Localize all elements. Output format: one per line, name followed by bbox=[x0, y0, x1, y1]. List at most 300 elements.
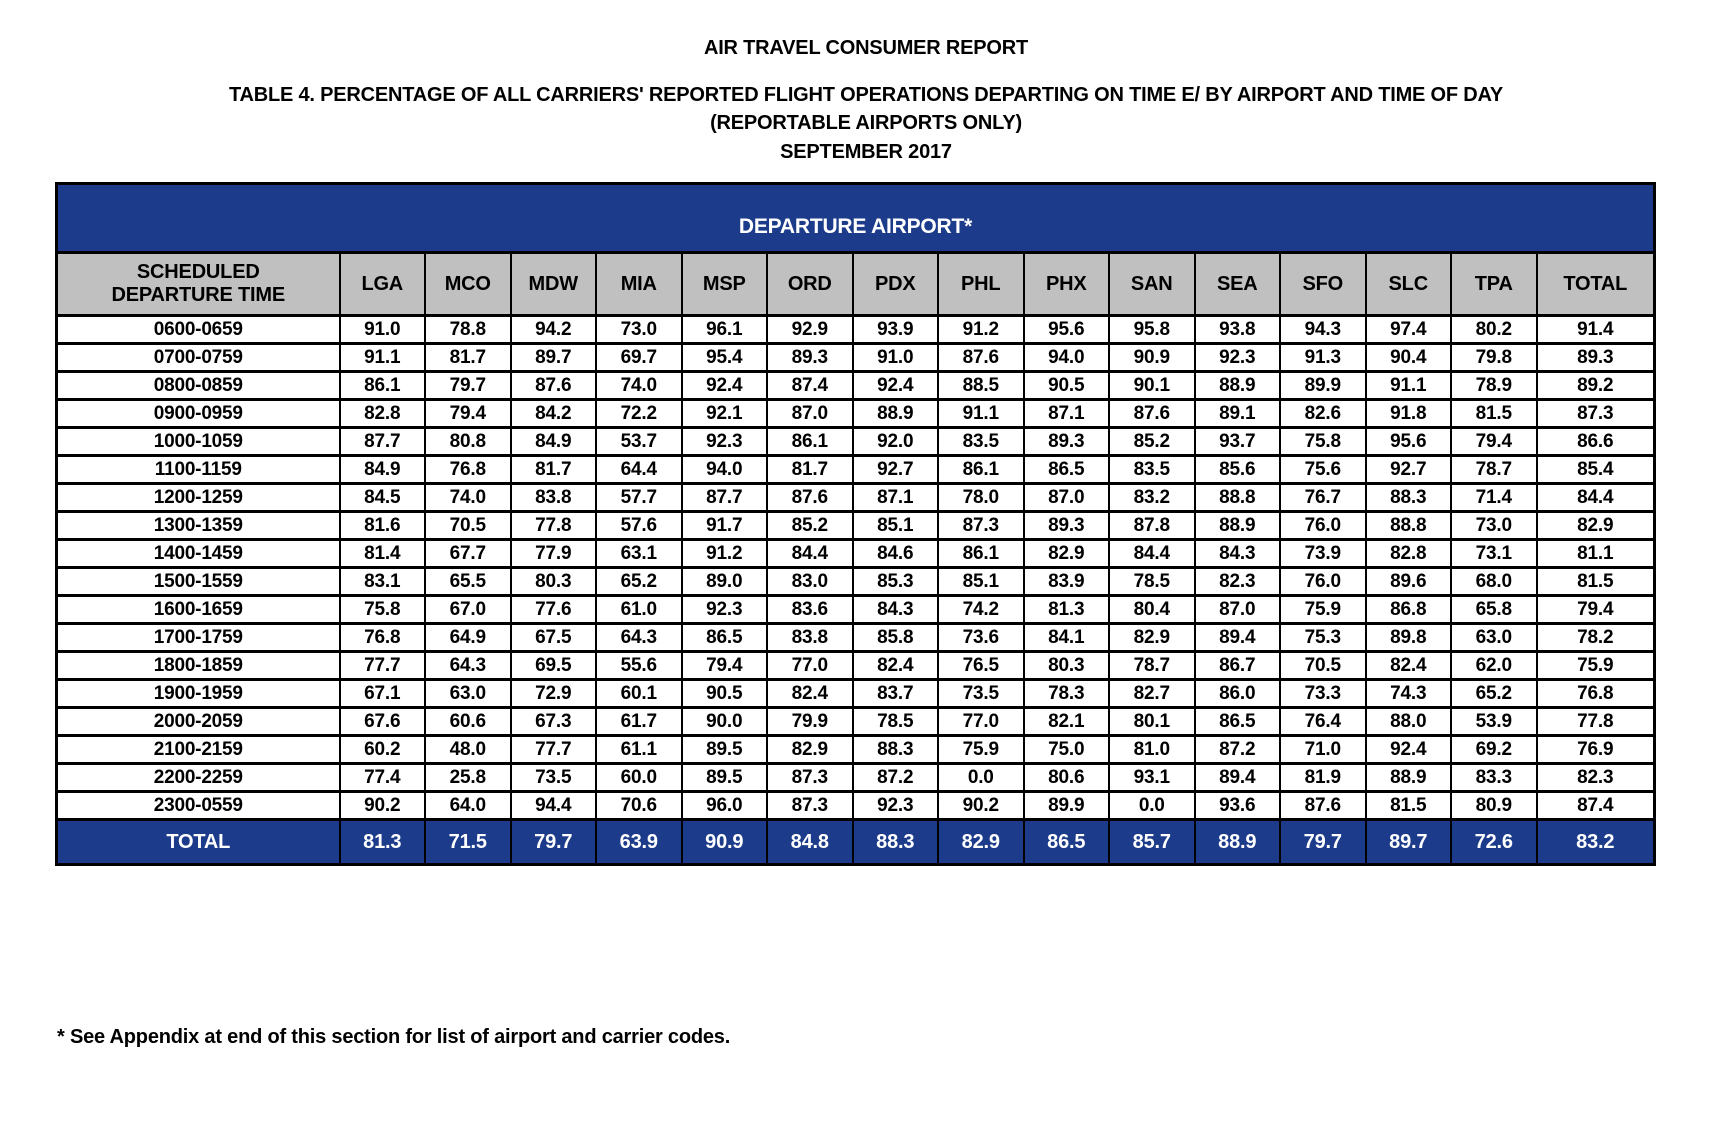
value-cell: 78.5 bbox=[1109, 568, 1195, 596]
value-cell: 87.3 bbox=[938, 512, 1024, 540]
footnote: * See Appendix at end of this section for list of airport and carrier codes. bbox=[57, 1026, 731, 1048]
total-value-cell: 88.3 bbox=[853, 820, 939, 865]
value-cell: 80.1 bbox=[1109, 708, 1195, 736]
value-cell: 78.2 bbox=[1537, 624, 1655, 652]
value-cell: 87.6 bbox=[1280, 792, 1366, 820]
value-cell: 61.0 bbox=[596, 596, 682, 624]
value-cell: 92.7 bbox=[1366, 456, 1452, 484]
value-cell: 91.3 bbox=[1280, 344, 1366, 372]
value-cell: 93.8 bbox=[1195, 316, 1281, 344]
table-row bbox=[57, 792, 1655, 820]
value-cell: 73.9 bbox=[1280, 540, 1366, 568]
column-header-slc: SLC bbox=[1366, 253, 1452, 316]
report-period: SEPTEMBER 2017 bbox=[780, 141, 952, 163]
value-cell: 94.3 bbox=[1280, 316, 1366, 344]
value-cell: 85.2 bbox=[767, 512, 853, 540]
value-cell: 89.3 bbox=[767, 344, 853, 372]
time-cell: 0600-0659 bbox=[57, 316, 340, 344]
value-cell: 87.6 bbox=[767, 484, 853, 512]
column-header-scheduled-departure-time bbox=[57, 253, 340, 316]
value-cell: 86.1 bbox=[938, 456, 1024, 484]
value-cell: 91.1 bbox=[938, 400, 1024, 428]
time-cell: 1200-1259 bbox=[57, 484, 340, 512]
total-value-cell: 88.9 bbox=[1195, 820, 1281, 865]
table-caption-line1: TABLE 4. PERCENTAGE OF ALL CARRIERS' REPORTED FLIGHT OPERATIONS DEPARTING ON TIME E/ BY AIRPORT AND TIME OF DAY bbox=[228, 84, 1504, 106]
value-cell: 86.1 bbox=[767, 428, 853, 456]
value-cell: 95.6 bbox=[1366, 428, 1452, 456]
value-cell: 78.7 bbox=[1451, 456, 1537, 484]
value-cell: 74.2 bbox=[938, 596, 1024, 624]
total-value-cell: 79.7 bbox=[1280, 820, 1366, 865]
value-cell: 85.6 bbox=[1195, 456, 1281, 484]
table-row bbox=[57, 400, 1655, 428]
value-cell: 93.6 bbox=[1195, 792, 1281, 820]
value-cell: 93.9 bbox=[853, 316, 939, 344]
value-cell: 89.3 bbox=[1024, 512, 1110, 540]
value-cell: 86.1 bbox=[340, 372, 426, 400]
value-cell: 64.0 bbox=[425, 792, 511, 820]
value-cell: 83.8 bbox=[767, 624, 853, 652]
value-cell: 65.2 bbox=[1451, 680, 1537, 708]
value-cell: 89.4 bbox=[1195, 764, 1281, 792]
column-header-phx: PHX bbox=[1024, 253, 1110, 316]
value-cell: 81.7 bbox=[425, 344, 511, 372]
value-cell: 88.9 bbox=[853, 400, 939, 428]
value-cell: 87.1 bbox=[1024, 400, 1110, 428]
column-header-mdw: MDW bbox=[511, 253, 597, 316]
value-cell: 95.6 bbox=[1024, 316, 1110, 344]
value-cell: 91.1 bbox=[1366, 372, 1452, 400]
value-cell: 82.8 bbox=[340, 400, 426, 428]
time-cell: 1800-1859 bbox=[57, 652, 340, 680]
value-cell: 89.5 bbox=[682, 736, 768, 764]
time-cell: 0700-0759 bbox=[57, 344, 340, 372]
value-cell: 83.5 bbox=[938, 428, 1024, 456]
value-cell: 78.7 bbox=[1109, 652, 1195, 680]
value-cell: 72.9 bbox=[511, 680, 597, 708]
value-cell: 88.9 bbox=[1195, 512, 1281, 540]
value-cell: 82.3 bbox=[1537, 764, 1655, 792]
row-header-line2: DEPARTURE TIME bbox=[111, 284, 285, 306]
column-header-sea: SEA bbox=[1195, 253, 1281, 316]
total-value-cell: 72.6 bbox=[1451, 820, 1537, 865]
value-cell: 89.2 bbox=[1537, 372, 1655, 400]
value-cell: 82.4 bbox=[853, 652, 939, 680]
value-cell: 70.5 bbox=[1280, 652, 1366, 680]
value-cell: 65.5 bbox=[425, 568, 511, 596]
total-value-cell: 82.9 bbox=[938, 820, 1024, 865]
value-cell: 78.8 bbox=[425, 316, 511, 344]
value-cell: 86.0 bbox=[1195, 680, 1281, 708]
value-cell: 79.9 bbox=[767, 708, 853, 736]
value-cell: 90.5 bbox=[1024, 372, 1110, 400]
value-cell: 64.3 bbox=[596, 624, 682, 652]
value-cell: 73.1 bbox=[1451, 540, 1537, 568]
value-cell: 81.0 bbox=[1109, 736, 1195, 764]
time-cell: 2100-2159 bbox=[57, 736, 340, 764]
value-cell: 93.7 bbox=[1195, 428, 1281, 456]
value-cell: 82.9 bbox=[1109, 624, 1195, 652]
value-cell: 83.8 bbox=[511, 484, 597, 512]
report-title: AIR TRAVEL CONSUMER REPORT bbox=[703, 37, 1029, 59]
value-cell: 76.4 bbox=[1280, 708, 1366, 736]
value-cell: 57.7 bbox=[596, 484, 682, 512]
column-header-sfo: SFO bbox=[1280, 253, 1366, 316]
value-cell: 85.8 bbox=[853, 624, 939, 652]
value-cell: 67.0 bbox=[425, 596, 511, 624]
value-cell: 74.3 bbox=[1366, 680, 1452, 708]
table-row bbox=[57, 372, 1655, 400]
value-cell: 92.3 bbox=[853, 792, 939, 820]
value-cell: 87.7 bbox=[682, 484, 768, 512]
table-row bbox=[57, 680, 1655, 708]
value-cell: 87.0 bbox=[1024, 484, 1110, 512]
value-cell: 89.0 bbox=[682, 568, 768, 596]
time-cell: 1000-1059 bbox=[57, 428, 340, 456]
value-cell: 88.9 bbox=[1195, 372, 1281, 400]
total-value-cell: 71.5 bbox=[425, 820, 511, 865]
value-cell: 57.6 bbox=[596, 512, 682, 540]
value-cell: 67.1 bbox=[340, 680, 426, 708]
column-header-mco: MCO bbox=[425, 253, 511, 316]
value-cell: 62.0 bbox=[1451, 652, 1537, 680]
value-cell: 81.1 bbox=[1537, 540, 1655, 568]
value-cell: 81.6 bbox=[340, 512, 426, 540]
column-header-pdx: PDX bbox=[853, 253, 939, 316]
value-cell: 89.3 bbox=[1024, 428, 1110, 456]
time-cell: 1700-1759 bbox=[57, 624, 340, 652]
value-cell: 84.4 bbox=[767, 540, 853, 568]
value-cell: 73.3 bbox=[1280, 680, 1366, 708]
value-cell: 92.4 bbox=[1366, 736, 1452, 764]
column-header-phl: PHL bbox=[938, 253, 1024, 316]
band-header-row bbox=[57, 184, 1655, 253]
value-cell: 82.9 bbox=[1537, 512, 1655, 540]
value-cell: 95.8 bbox=[1109, 316, 1195, 344]
value-cell: 87.1 bbox=[853, 484, 939, 512]
value-cell: 65.8 bbox=[1451, 596, 1537, 624]
value-cell: 92.0 bbox=[853, 428, 939, 456]
value-cell: 87.4 bbox=[767, 372, 853, 400]
time-cell: 1400-1459 bbox=[57, 540, 340, 568]
value-cell: 78.0 bbox=[938, 484, 1024, 512]
value-cell: 88.8 bbox=[1366, 512, 1452, 540]
value-cell: 77.0 bbox=[938, 708, 1024, 736]
value-cell: 88.0 bbox=[1366, 708, 1452, 736]
value-cell: 84.9 bbox=[511, 428, 597, 456]
value-cell: 64.3 bbox=[425, 652, 511, 680]
value-cell: 85.2 bbox=[1109, 428, 1195, 456]
total-value-cell: 89.7 bbox=[1366, 820, 1452, 865]
value-cell: 76.8 bbox=[425, 456, 511, 484]
value-cell: 63.1 bbox=[596, 540, 682, 568]
column-header-row bbox=[57, 253, 1655, 316]
value-cell: 79.4 bbox=[682, 652, 768, 680]
value-cell: 80.3 bbox=[511, 568, 597, 596]
total-value-cell: 86.5 bbox=[1024, 820, 1110, 865]
value-cell: 75.9 bbox=[1280, 596, 1366, 624]
value-cell: 89.1 bbox=[1195, 400, 1281, 428]
value-cell: 80.2 bbox=[1451, 316, 1537, 344]
value-cell: 91.1 bbox=[340, 344, 426, 372]
value-cell: 79.7 bbox=[425, 372, 511, 400]
value-cell: 75.9 bbox=[938, 736, 1024, 764]
value-cell: 80.3 bbox=[1024, 652, 1110, 680]
column-header-mia: MIA bbox=[596, 253, 682, 316]
value-cell: 85.3 bbox=[853, 568, 939, 596]
value-cell: 77.9 bbox=[511, 540, 597, 568]
table-body bbox=[57, 316, 1655, 820]
value-cell: 69.2 bbox=[1451, 736, 1537, 764]
value-cell: 92.7 bbox=[853, 456, 939, 484]
value-cell: 90.0 bbox=[682, 708, 768, 736]
table-row bbox=[57, 344, 1655, 372]
value-cell: 91.2 bbox=[938, 316, 1024, 344]
value-cell: 77.6 bbox=[511, 596, 597, 624]
value-cell: 87.8 bbox=[1109, 512, 1195, 540]
value-cell: 86.1 bbox=[938, 540, 1024, 568]
value-cell: 83.1 bbox=[340, 568, 426, 596]
total-value-cell: 79.7 bbox=[511, 820, 597, 865]
value-cell: 82.3 bbox=[1195, 568, 1281, 596]
column-header-tpa: TPA bbox=[1451, 253, 1537, 316]
value-cell: 0.0 bbox=[1109, 792, 1195, 820]
value-cell: 91.2 bbox=[682, 540, 768, 568]
value-cell: 0.0 bbox=[938, 764, 1024, 792]
value-cell: 89.9 bbox=[1280, 372, 1366, 400]
value-cell: 93.1 bbox=[1109, 764, 1195, 792]
value-cell: 90.4 bbox=[1366, 344, 1452, 372]
value-cell: 53.9 bbox=[1451, 708, 1537, 736]
value-cell: 83.2 bbox=[1109, 484, 1195, 512]
value-cell: 64.4 bbox=[596, 456, 682, 484]
value-cell: 87.3 bbox=[767, 764, 853, 792]
value-cell: 92.3 bbox=[1195, 344, 1281, 372]
value-cell: 84.4 bbox=[1537, 484, 1655, 512]
value-cell: 71.4 bbox=[1451, 484, 1537, 512]
value-cell: 61.7 bbox=[596, 708, 682, 736]
time-cell: 1100-1159 bbox=[57, 456, 340, 484]
value-cell: 76.5 bbox=[938, 652, 1024, 680]
value-cell: 87.6 bbox=[511, 372, 597, 400]
value-cell: 82.1 bbox=[1024, 708, 1110, 736]
value-cell: 75.6 bbox=[1280, 456, 1366, 484]
value-cell: 85.1 bbox=[938, 568, 1024, 596]
value-cell: 83.7 bbox=[853, 680, 939, 708]
value-cell: 74.0 bbox=[596, 372, 682, 400]
time-cell: 2300-0559 bbox=[57, 792, 340, 820]
value-cell: 75.8 bbox=[1280, 428, 1366, 456]
value-cell: 69.7 bbox=[596, 344, 682, 372]
value-cell: 68.0 bbox=[1451, 568, 1537, 596]
value-cell: 70.6 bbox=[596, 792, 682, 820]
value-cell: 81.5 bbox=[1366, 792, 1452, 820]
value-cell: 76.9 bbox=[1537, 736, 1655, 764]
value-cell: 87.6 bbox=[1109, 400, 1195, 428]
row-header-line1: SCHEDULED bbox=[136, 261, 260, 283]
value-cell: 88.5 bbox=[938, 372, 1024, 400]
table-row bbox=[57, 764, 1655, 792]
table-row bbox=[57, 540, 1655, 568]
value-cell: 86.5 bbox=[1024, 456, 1110, 484]
total-value-cell: 84.8 bbox=[767, 820, 853, 865]
value-cell: 82.6 bbox=[1280, 400, 1366, 428]
value-cell: 84.2 bbox=[511, 400, 597, 428]
value-cell: 89.4 bbox=[1195, 624, 1281, 652]
value-cell: 78.3 bbox=[1024, 680, 1110, 708]
value-cell: 75.3 bbox=[1280, 624, 1366, 652]
value-cell: 67.6 bbox=[340, 708, 426, 736]
value-cell: 77.7 bbox=[511, 736, 597, 764]
value-cell: 87.4 bbox=[1537, 792, 1655, 820]
value-cell: 48.0 bbox=[425, 736, 511, 764]
value-cell: 80.6 bbox=[1024, 764, 1110, 792]
table-row bbox=[57, 736, 1655, 764]
value-cell: 84.1 bbox=[1024, 624, 1110, 652]
value-cell: 89.9 bbox=[1024, 792, 1110, 820]
value-cell: 77.7 bbox=[340, 652, 426, 680]
value-cell: 83.6 bbox=[767, 596, 853, 624]
value-cell: 75.0 bbox=[1024, 736, 1110, 764]
value-cell: 86.5 bbox=[1195, 708, 1281, 736]
value-cell: 82.4 bbox=[767, 680, 853, 708]
value-cell: 73.5 bbox=[511, 764, 597, 792]
table-row bbox=[57, 512, 1655, 540]
total-row bbox=[57, 820, 1655, 865]
value-cell: 63.0 bbox=[1451, 624, 1537, 652]
value-cell: 60.1 bbox=[596, 680, 682, 708]
value-cell: 67.5 bbox=[511, 624, 597, 652]
table-row bbox=[57, 456, 1655, 484]
value-cell: 79.4 bbox=[1451, 428, 1537, 456]
value-cell: 85.1 bbox=[853, 512, 939, 540]
value-cell: 80.4 bbox=[1109, 596, 1195, 624]
value-cell: 87.3 bbox=[1537, 400, 1655, 428]
time-cell: 1500-1559 bbox=[57, 568, 340, 596]
value-cell: 70.5 bbox=[425, 512, 511, 540]
value-cell: 81.3 bbox=[1024, 596, 1110, 624]
time-cell: 0800-0859 bbox=[57, 372, 340, 400]
value-cell: 81.4 bbox=[340, 540, 426, 568]
value-cell: 84.4 bbox=[1109, 540, 1195, 568]
value-cell: 88.3 bbox=[853, 736, 939, 764]
value-cell: 89.5 bbox=[682, 764, 768, 792]
value-cell: 76.0 bbox=[1280, 568, 1366, 596]
value-cell: 61.1 bbox=[596, 736, 682, 764]
value-cell: 91.0 bbox=[340, 316, 426, 344]
value-cell: 91.7 bbox=[682, 512, 768, 540]
value-cell: 81.9 bbox=[1280, 764, 1366, 792]
value-cell: 82.8 bbox=[1366, 540, 1452, 568]
value-cell: 65.2 bbox=[596, 568, 682, 596]
time-cell: 1600-1659 bbox=[57, 596, 340, 624]
value-cell: 84.5 bbox=[340, 484, 426, 512]
value-cell: 79.4 bbox=[1537, 596, 1655, 624]
value-cell: 96.0 bbox=[682, 792, 768, 820]
value-cell: 86.8 bbox=[1366, 596, 1452, 624]
column-header-total: TOTAL bbox=[1537, 253, 1655, 316]
value-cell: 72.2 bbox=[596, 400, 682, 428]
value-cell: 69.5 bbox=[511, 652, 597, 680]
value-cell: 73.5 bbox=[938, 680, 1024, 708]
value-cell: 84.9 bbox=[340, 456, 426, 484]
value-cell: 97.4 bbox=[1366, 316, 1452, 344]
value-cell: 87.7 bbox=[340, 428, 426, 456]
value-cell: 84.3 bbox=[853, 596, 939, 624]
time-cell: 0900-0959 bbox=[57, 400, 340, 428]
value-cell: 78.5 bbox=[853, 708, 939, 736]
value-cell: 89.7 bbox=[511, 344, 597, 372]
value-cell: 77.0 bbox=[767, 652, 853, 680]
value-cell: 76.0 bbox=[1280, 512, 1366, 540]
value-cell: 92.1 bbox=[682, 400, 768, 428]
value-cell: 67.7 bbox=[425, 540, 511, 568]
value-cell: 63.0 bbox=[425, 680, 511, 708]
value-cell: 85.4 bbox=[1537, 456, 1655, 484]
value-cell: 74.0 bbox=[425, 484, 511, 512]
table-row bbox=[57, 316, 1655, 344]
value-cell: 80.8 bbox=[425, 428, 511, 456]
total-value-cell: 81.3 bbox=[340, 820, 426, 865]
value-cell: 87.6 bbox=[938, 344, 1024, 372]
table-row bbox=[57, 596, 1655, 624]
value-cell: 96.1 bbox=[682, 316, 768, 344]
value-cell: 79.8 bbox=[1451, 344, 1537, 372]
time-cell: 1900-1959 bbox=[57, 680, 340, 708]
value-cell: 87.2 bbox=[853, 764, 939, 792]
value-cell: 87.2 bbox=[1195, 736, 1281, 764]
total-value-cell: 83.2 bbox=[1537, 820, 1655, 865]
band-header-departure-airport: DEPARTURE AIRPORT* bbox=[57, 184, 1655, 253]
value-cell: 60.0 bbox=[596, 764, 682, 792]
value-cell: 88.9 bbox=[1366, 764, 1452, 792]
value-cell: 71.0 bbox=[1280, 736, 1366, 764]
value-cell: 82.9 bbox=[1024, 540, 1110, 568]
value-cell: 82.9 bbox=[767, 736, 853, 764]
value-cell: 90.2 bbox=[340, 792, 426, 820]
value-cell: 87.0 bbox=[767, 400, 853, 428]
value-cell: 91.8 bbox=[1366, 400, 1452, 428]
time-cell: 1300-1359 bbox=[57, 512, 340, 540]
value-cell: 81.7 bbox=[511, 456, 597, 484]
value-cell: 89.8 bbox=[1366, 624, 1452, 652]
table-row bbox=[57, 652, 1655, 680]
value-cell: 53.7 bbox=[596, 428, 682, 456]
time-cell: 2200-2259 bbox=[57, 764, 340, 792]
table-row bbox=[57, 484, 1655, 512]
value-cell: 55.6 bbox=[596, 652, 682, 680]
value-cell: 91.4 bbox=[1537, 316, 1655, 344]
value-cell: 83.3 bbox=[1451, 764, 1537, 792]
value-cell: 81.7 bbox=[767, 456, 853, 484]
value-cell: 86.5 bbox=[682, 624, 768, 652]
table-row bbox=[57, 624, 1655, 652]
value-cell: 87.3 bbox=[767, 792, 853, 820]
value-cell: 94.2 bbox=[511, 316, 597, 344]
value-cell: 87.0 bbox=[1195, 596, 1281, 624]
value-cell: 64.9 bbox=[425, 624, 511, 652]
value-cell: 91.0 bbox=[853, 344, 939, 372]
value-cell: 79.4 bbox=[425, 400, 511, 428]
value-cell: 82.4 bbox=[1366, 652, 1452, 680]
table-row bbox=[57, 568, 1655, 596]
total-value-cell: 90.9 bbox=[682, 820, 768, 865]
column-header-msp: MSP bbox=[682, 253, 768, 316]
departure-ontime-table bbox=[55, 182, 1656, 866]
value-cell: 81.5 bbox=[1537, 568, 1655, 596]
table-row bbox=[57, 428, 1655, 456]
value-cell: 83.9 bbox=[1024, 568, 1110, 596]
